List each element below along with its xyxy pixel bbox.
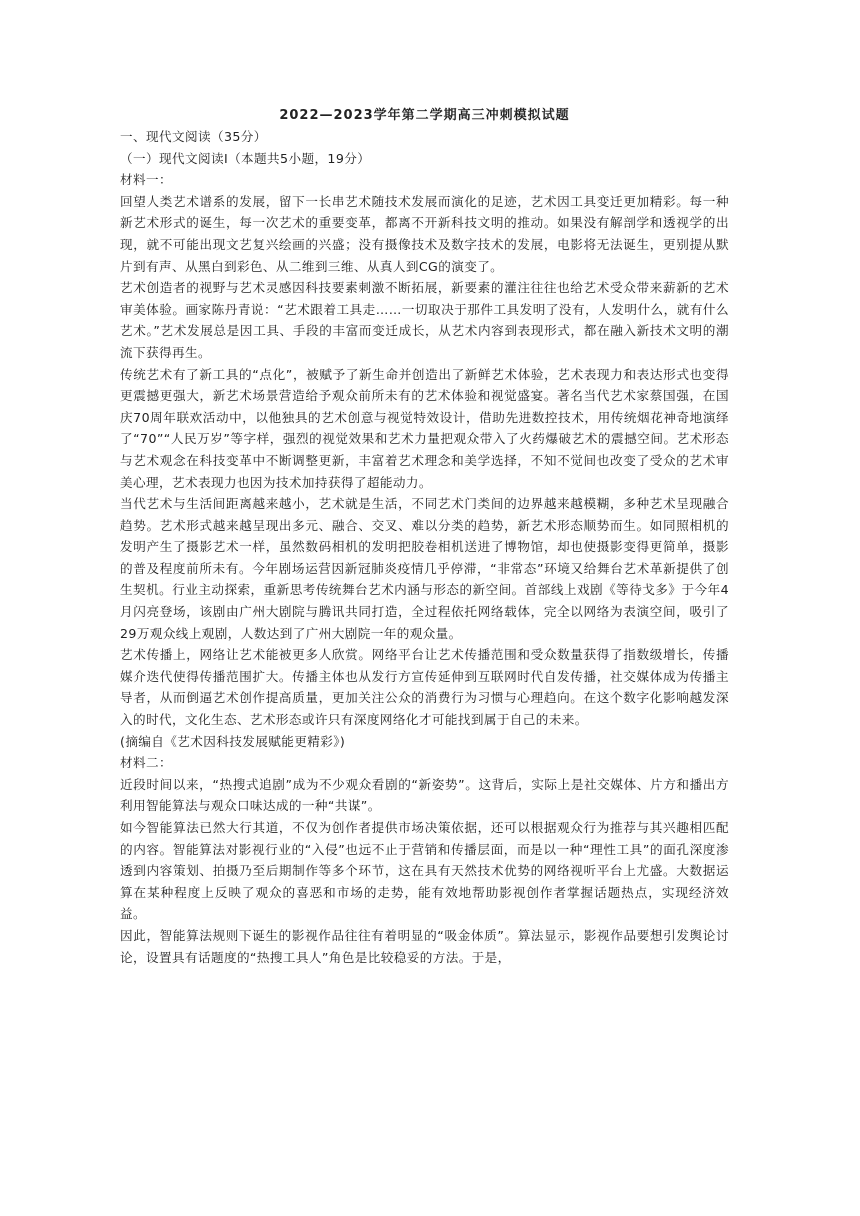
section-heading: 一、现代文阅读（35分） — [120, 129, 267, 144]
document-title: 2022—2023学年第二学期高三冲刺模拟试题 — [279, 108, 570, 123]
material-two-label: 材料二： — [120, 755, 172, 771]
subsection-heading: （一）现代文阅读Ⅰ（本题共5小题，19分） — [120, 150, 371, 166]
material-one-label: 材料一： — [120, 172, 172, 188]
paragraph: 艺术传播上，网络让艺术能被更多人欣赏。网络平台让艺术传播范围和受众数量获得了指数级增长，传播媒介迭代使得传播范围扩大。传播主体也从发行方宣传延伸到互联网时代自发传播，社交媒体成为传播主导者，从而倒逼艺术创作提高质量，更加关注公众的消费行为习惯与心理趋向。在这个数字化影响越发深入的时代，文化生态、艺术形态或许只有深度网络化才可能找到属于自己的未来。 — [120, 647, 729, 728]
paragraph: 近段时间以来，“热搜式追剧”成为不少观众看剧的“新姿势”。这背后，实际上是社交媒体、片方和播出方利用智能算法与观众口味达成的一种“共谋”。 — [120, 776, 729, 814]
paragraph: 回望人类艺术谱系的发展，留下一长串艺术随技术发展而演化的足迹，艺术因工具变迁更加精彩。每一种新艺术形式的诞生，每一次艺术的重要变革，都离不开新科技文明的推动。如果没有解剖学和透视学的出现，就不可能出现文艺复兴绘画的兴盛；没有摄像技术及数字技术的发展，电影将无法诞生，更别提从默片到有声、从黑白到彩色、从二维到三维、从真人到CG的演变了。 — [120, 193, 729, 274]
paragraph: 艺术创造者的视野与艺术灵感因科技要素刺激不断拓展，新要素的灌注往往也给艺术受众带来薪新的艺术审美体验。画家陈丹青说：“艺术跟着工具走……一切取决于那件工具发明了没有，人发明什么，就有什么艺术。”艺术发展总是因工具、手段的丰富而变迁成长，从艺术内容到表现形式，都在融入新技术文明的潮流下获得再生。 — [120, 280, 729, 360]
material-one-source: (摘编自《艺术因科技发展赋能更精彩》) — [120, 733, 346, 749]
paragraph: 如今智能算法已然大行其道，不仅为创作者提供市场决策依据，还可以根据观众行为推荐与其兴趣相匹配的内容。智能算法对影视行业的“入侵”也远不止于营销和传播层面，而是以一种“理性工具”的面孔深度渗透到内容策划、拍摄乃至后期制作等多个环节，这在具有天然技术优势的网络视听平台上尤盛。大数据运算在某种程度上反映了观众的喜恶和市场的走势，能有效地帮助影视创作者掌握话题热点，实现经济效益。 — [120, 820, 729, 922]
document-body — [120, 106, 729, 968]
paragraph: 当代艺术与生活间距离越来越小，艺术就是生活，不同艺术门类间的边界越来越模糊，多种艺术呈现融合趋势。艺术形式越来越呈现出多元、融合、交叉、难以分类的趋势，新艺术形态顺势而生。如同照相机的发明产生了摄影艺术一样，虽然数码相机的发明把胶卷相机送进了博物馆，却也使摄影变得更简单，摄影的普及程度前所未有。今年剧场运营因新冠肺炎疫情几乎停滞，“非常态”环境又给舞台艺术革新提供了创生契机。行业主动探索，重新思考传统舞台艺术内涵与形态的新空间。首部线上戏剧《等待戈多》于今年4月闪亮登场，该剧由广州大剧院与腾讯共同打造，全过程依托网络载体，完全以网络为表演空间，吸引了29万观众线上观剧，人数达到了广州大剧院一年的观众量。 — [120, 496, 729, 641]
paragraph: 传统艺术有了新工具的“点化”，被赋予了新生命并创造出了新鲜艺术体验，艺术表现力和表达形式也变得更震撼更强大，新艺术场景营造给予观众前所未有的艺术体验和视觉盛宴。著名当代艺术家蔡国强，在国庆70周年联欢活动中，以他独具的艺术创意与视觉特效设计，借助先进数控技术，用传统烟花神奇地演绎了“70”“人民万岁”等字样，强烈的视觉效果和艺术力量把观众带入了火药爆破艺术的震撼空间。艺术形态与艺术观念在科技变革中不断调整更新，丰富着艺术理念和美学选择，不知不觉间也改变了受众的艺术审美心理，艺术表现力也因为技术加持获得了超能动力。 — [120, 366, 729, 490]
paragraph: 因此，智能算法规则下诞生的影视作品往往有着明显的“吸金体质”。算法显示，影视作品要想引发舆论讨论，设置具有话题度的“热搜工具人”角色是比较稳妥的方法。于是， — [120, 927, 729, 965]
